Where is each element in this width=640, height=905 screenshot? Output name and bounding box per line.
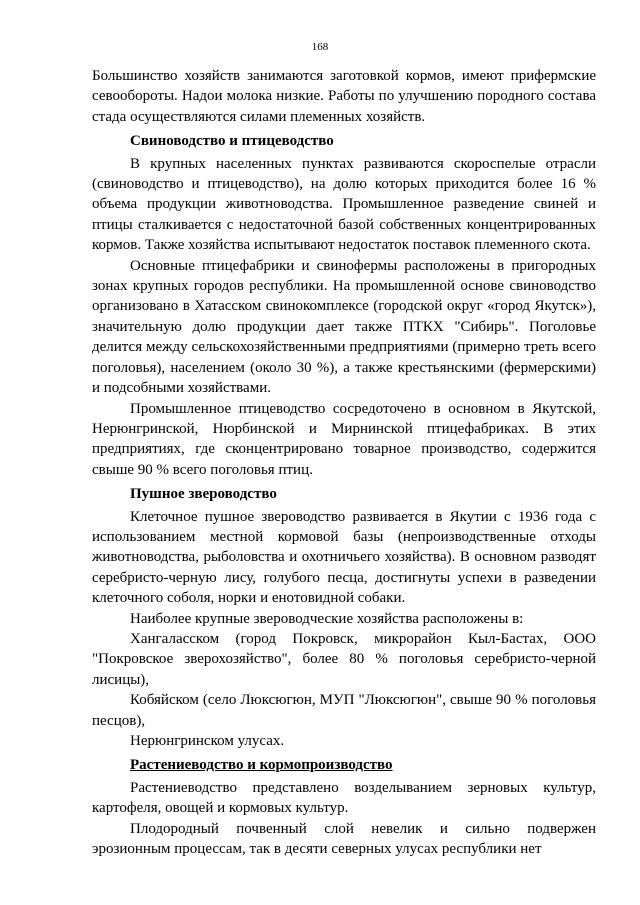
paragraph: Наиболее крупные звероводческие хозяйства расположены в:	[130, 610, 524, 627]
section-heading-fur-farming: Пушное звероводство	[130, 486, 277, 503]
paragraph: Растениеводство представлено возделыванием зерновых культур, картофеля, овощей и кормовых культур.	[92, 779, 596, 817]
paragraph: В крупных населенных пунктах развиваются скороспелые отрасли (свиноводство и птицеводство), на долю которых приходится более 16 % объема продукции животноводства. Промышленное разведение свиней и птицы сталкивается с недостаточной базой собственных концентрированных кормов. Также хозяйства испытывают недостаток поставок племенного скота.	[92, 155, 596, 254]
section-heading-crop-farming: Растениеводство и кормопроизводство	[130, 757, 393, 774]
paragraph: Плодородный почвенный слой невелик и сильно подвержен эрозионным процессам, так в десяти северных улусах республики нет	[92, 820, 596, 858]
section-heading-pig-poultry: Свиноводство и птицеводство	[130, 133, 334, 150]
page-body	[92, 66, 596, 859]
paragraph: Основные птицефабрики и свинофермы расположены в пригородных зонах крупных городов республики. На промышленной основе свиноводство организовано в Хатасском свинокомплексе (городской округ «город Якутск»), значительную долю продукции дает также ПТКХ "Сибирь". Поголовье делится между сельскохозяйственными предприятиями (примерно треть всего поголовья), населением (около 30 %), а также крестьянскими (фермерскими) и подсобными хозяйствами.	[92, 257, 596, 397]
paragraph: Клеточное пушное звероводство развивается в Якутии с 1936 года с использованием местной кормовой базы (непроизводственные отходы животноводства, рыболовства и охотничьего хозяйства). В основном разводят серебристо-черную лису, голубого песца, достигнуты успехи в разведении клеточного соболя, норки и енотовидной собаки.	[92, 508, 596, 607]
paragraph: Большинство хозяйств занимаются заготовкой кормов, имеют прифермские севообороты. Надои молока низкие. Работы по улучшению породного состава стада осуществляются силами племенных хозяйств.	[92, 68, 596, 125]
paragraph: Нерюнгринском улусах.	[130, 733, 285, 749]
paragraph: Кобяйском (село Люксюгюн, МУП "Люксюгюн", свыше 90 % поголовья песцов),	[92, 692, 596, 729]
paragraph: Промышленное птицеводство сосредоточено в основном в Якутской, Нерюнгринской, Нюрбинской и Мирнинской птицефабриках. В этих предприятиях, где сконцентрировано товарное производство, содержится свыше 90 % всего поголовья птиц.	[92, 400, 596, 478]
page-number: 168	[311, 41, 329, 53]
paragraph: Хангаласском (город Покровск, микрорайон Кыл-Бастах, ООО "Покровское зверохозяйство", более 80 % поголовья серебристо-черной лисицы),	[92, 630, 596, 688]
